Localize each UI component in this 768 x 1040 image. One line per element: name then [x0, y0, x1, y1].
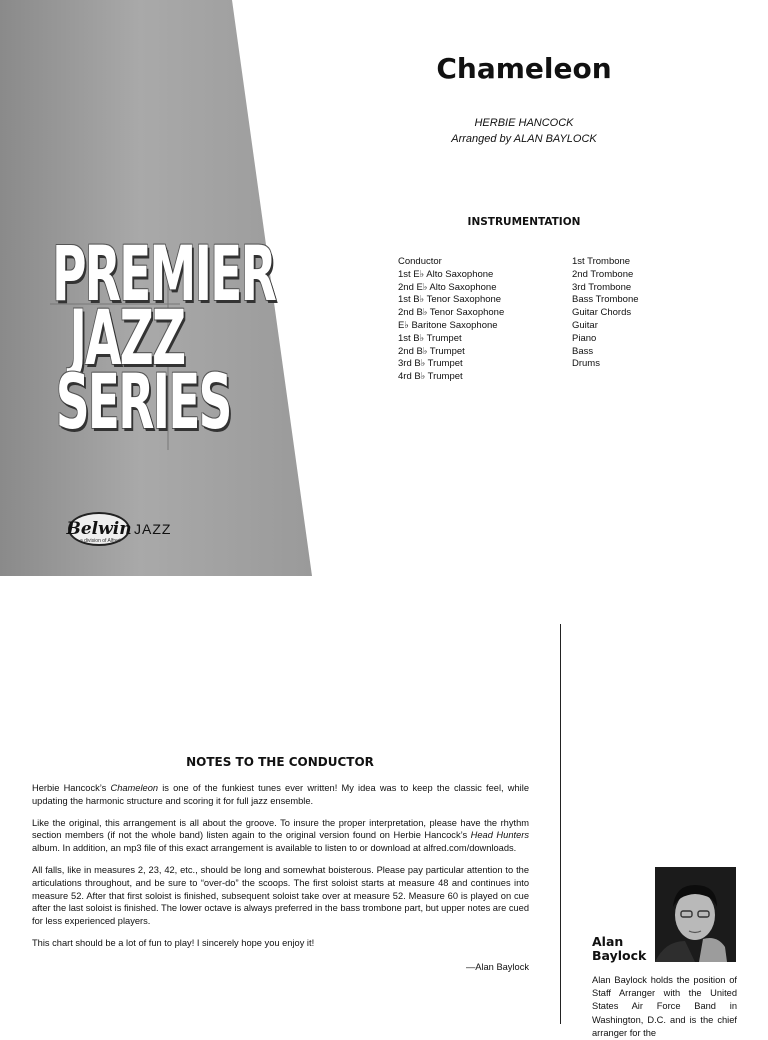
series-line-3: SERIES — [55, 357, 231, 446]
notes-heading: NOTES TO THE CONDUCTOR — [186, 755, 374, 769]
bio-name: Alan Baylock — [592, 934, 647, 963]
arranger-photo — [655, 867, 736, 962]
instrument-item: Bass — [572, 345, 594, 357]
piece-title: Chameleon — [436, 52, 612, 85]
instrument-item: 3rd B♭ Trumpet — [398, 358, 463, 370]
instrument-item: Bass Trombone — [572, 294, 639, 306]
series-line-2: JAZZ — [69, 293, 185, 382]
instrument-item: 1st B♭ Tenor Saxophone — [398, 294, 502, 306]
instrument-item: 2nd B♭ Trumpet — [398, 345, 465, 357]
instrument-item: 1st B♭ Trumpet — [398, 332, 462, 344]
bio-text: Alan Baylock holds the position of Staff Arranger with the United States Air Force Band in Washington, D.C. and is the chief arranger for the — [592, 975, 737, 1038]
notes-paragraph-4: This chart should be a lot of fun to play! I sincerely hope you enjoy it! — [32, 937, 315, 948]
belwin-logo-jazz: JAZZ — [134, 521, 172, 537]
credits — [400, 115, 648, 147]
instrumentation-heading: INSTRUMENTATION — [467, 216, 581, 228]
notes-body — [32, 782, 529, 959]
notes-paragraph-1: Herbie Hancock’s Chameleon is one of the funkiest tunes ever written! My idea was to keep the classic feel, while updating the harmonic structure and scoring it for full jazz ensemble. — [32, 783, 529, 806]
belwin-logo-subtitle: a division of Alfred — [80, 538, 121, 544]
instrument-item: E♭ Baritone Saxophone — [398, 319, 498, 331]
instrument-item: 3rd Trombone — [572, 281, 632, 293]
belwin-jazz-logo — [68, 512, 171, 546]
instrument-item: Guitar Chords — [572, 307, 632, 319]
notes-paragraph-2: Like the original, this arrangement is all about the groove. To insure the proper interpretation, please have the rhythm section members (if not the whole band) listen again to the original version found on Herbie Hancock’s Head Hunters album. In addition, an mp3 file of this exact arrangement is available to listen to or download at alfred.com/downloads. — [32, 817, 529, 854]
instrumentation-column-1 — [398, 256, 504, 384]
instrument-item: Drums — [572, 358, 600, 370]
premier-jazz-series-logo — [52, 229, 275, 446]
instrument-item: 2nd E♭ Alto Saxophone — [398, 281, 497, 293]
instrumentation-column-2 — [572, 256, 639, 371]
instrument-item: 4rd B♭ Trumpet — [398, 371, 463, 383]
arranger: Arranged by ALAN BAYLOCK — [451, 133, 597, 145]
belwin-logo-mark: Belwin — [68, 512, 130, 546]
instrument-item: Guitar — [572, 319, 598, 331]
instrument-item: 2nd B♭ Tenor Saxophone — [398, 307, 505, 319]
signature: —Alan Baylock — [465, 962, 529, 972]
portrait-image — [655, 867, 736, 962]
instrument-item: 2nd Trombone — [572, 268, 634, 280]
instrument-item: 1st Trombone — [572, 256, 631, 267]
series-line-1: PREMIER — [52, 229, 275, 318]
instrument-item: Piano — [572, 332, 597, 344]
column-divider — [560, 624, 561, 1024]
notes-paragraph-3: All falls, like in measures 2, 23, 42, etc., should be long and somewhat boisterous. Please pay particular attention to the articulations throughout, and be sure to “over-do” the scoops. The first soloist starts at measure 48 and continues into measure 52. After that first soloist is finished, subsequent soloist take over at measure 52. Measure 60 is played on cue after the last soloist is finished. The lower octave is always preferred in the bass trombone part, but upper notes are cued for less experienced players. — [32, 864, 529, 927]
instrument-item: 1st E♭ Alto Saxophone — [398, 268, 494, 280]
instrument-item: Conductor — [398, 256, 442, 267]
composer: HERBIE HANCOCK — [474, 117, 574, 129]
